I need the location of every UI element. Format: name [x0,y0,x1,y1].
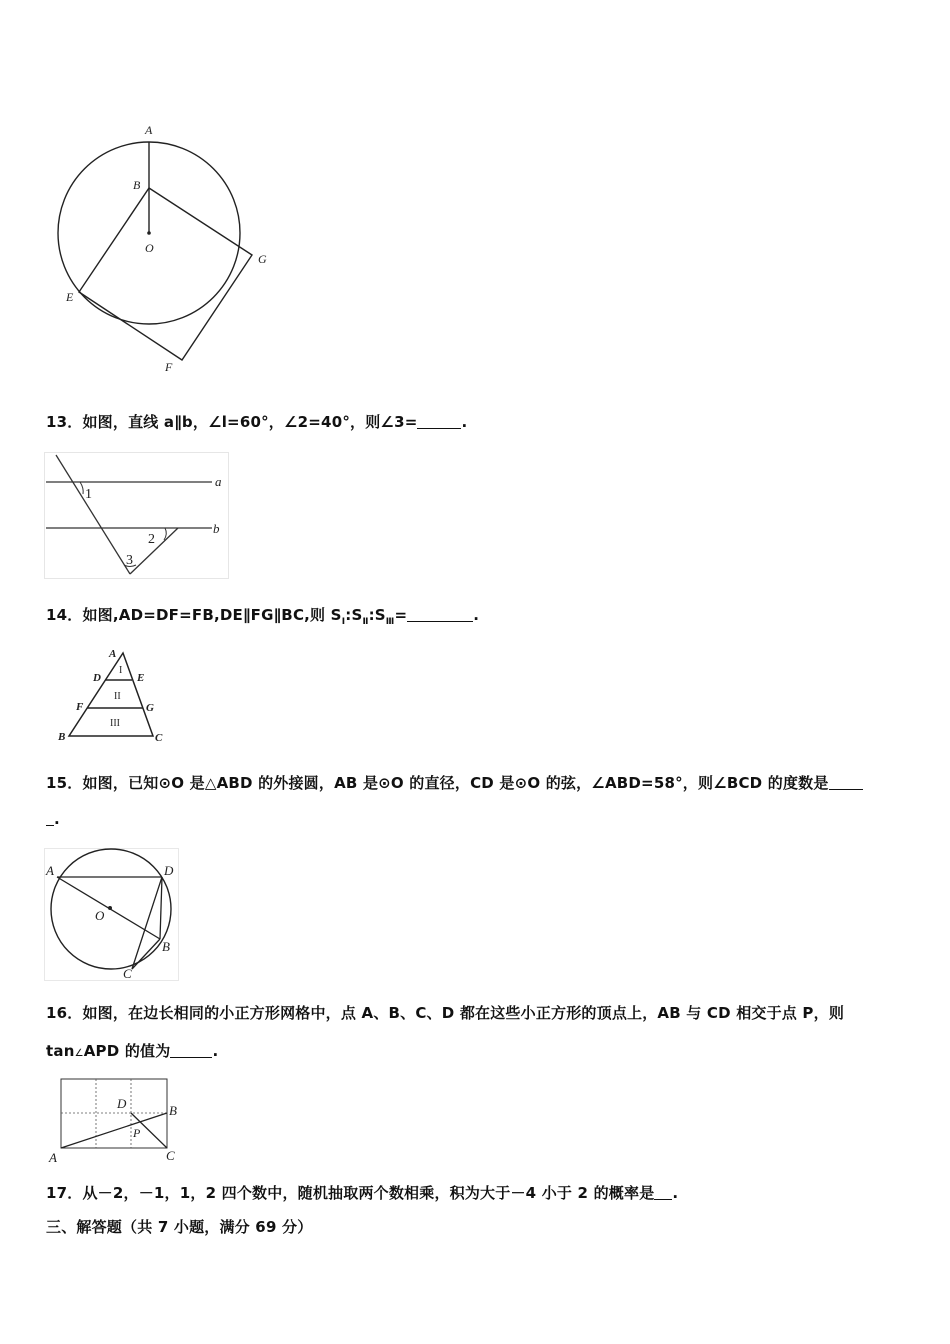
label-c: C [166,1148,175,1163]
q14-answer-blank [407,607,473,622]
center-point [108,906,112,910]
q17-number: 17． [46,1184,83,1202]
label-g: G [258,252,267,266]
q14-eq: = [394,606,408,624]
segment-db [160,877,162,939]
label-b: B [133,178,141,192]
transversal-1 [56,455,130,574]
label-f: F [165,360,173,374]
label-a: A [46,863,54,878]
q16-line2: APD 的值为 [83,1042,171,1060]
region-ii: II [114,691,121,702]
q14-sub-2: Ⅱ [362,617,369,627]
label-angle-2: 2 [148,532,155,547]
question-17 [46,1182,678,1203]
label-a: A [109,648,117,660]
label-line-a: a [215,474,222,489]
q13-text: 如图，直线 a∥b，∠l=60°，∠2=40°，则∠3= [82,413,418,431]
label-b: B [162,939,170,954]
q15-answer-blank [829,775,863,790]
q14-sub-3: Ⅲ [385,617,395,627]
q16-end: . [212,1042,219,1060]
q17-answer-blank [654,1185,672,1200]
center-point [147,231,151,235]
region-i: I [119,665,123,676]
q16-tan: tan [46,1042,75,1060]
q14-end: . [473,606,480,624]
question-15 [46,772,863,793]
label-c: C [155,732,163,744]
label-f: F [76,701,84,713]
q15-end: . [54,810,60,828]
q13-answer-blank [417,414,461,429]
label-p: P [133,1126,141,1140]
label-d: D [117,1096,127,1111]
segment-dc [132,877,162,969]
q17-end: . [672,1184,679,1202]
label-angle-3: 3 [126,553,133,568]
q14-colon-2: :S [368,606,386,624]
label-b: B [58,731,66,743]
square-bgfe [79,188,252,360]
segment-ab [61,1113,167,1148]
q16-line1: 如图，在边长相同的小正方形网格中，点 A、B、C、D 都在这些小正方形的顶点上，AB 与 CD 相交于点 P，则 [82,1004,845,1022]
question-15-line2 [46,810,60,828]
q15-answer-blank-cont [46,811,54,826]
angle-mark-2 [164,528,166,540]
label-angle-1: 1 [85,487,92,502]
label-line-b: b [213,521,220,536]
figure-grid [46,1074,186,1166]
q13-number: 13． [46,413,83,431]
label-g: G [146,702,154,714]
label-c: C [123,966,132,981]
q16-angle: ∠ [74,1048,84,1059]
section-3-title: 三、解答题（共 7 小题，满分 69 分） [46,1218,313,1236]
q15-text: 如图，已知⊙O 是△ABD 的外接圆，AB 是⊙O 的直径，CD 是⊙O 的弦，∠ABD=58°，则∠BCD 的度数是 [82,774,829,792]
segment-cb [132,939,160,969]
label-e: E [137,672,145,684]
question-16 [46,1002,844,1023]
figure-circle-square [50,118,290,380]
q14-colon-1: :S [345,606,363,624]
question-13 [46,411,467,432]
label-o: O [145,241,154,255]
figure-parallel-lines [44,452,230,580]
grid-border [61,1079,167,1148]
q15-number: 15． [46,774,83,792]
angle-mark-1 [80,482,83,494]
label-e: E [66,290,74,304]
label-d: D [164,863,174,878]
label-d: D [93,672,101,684]
q13-end: . [461,413,468,431]
q14-number: 14． [46,606,83,624]
label-o: O [95,908,105,923]
label-a: A [145,123,153,137]
question-16-line2 [46,1040,218,1061]
question-14 [46,604,479,627]
q16-number: 16． [46,1004,83,1022]
region-iii: III [110,718,120,729]
label-b: B [169,1103,177,1118]
q17-text: 从－2，－1，1，2 四个数中，随机抽取两个数相乘，积为大于－4 小于 2 的概率是 [82,1184,655,1202]
figure-circumcircle [44,848,180,982]
figure-triangle-strips [54,644,170,744]
q14-sub-1: Ⅰ [341,617,346,627]
q14-text: 如图,AD=DF=FB,DE∥FG∥BC,则 S [82,606,342,624]
label-a: A [49,1150,57,1165]
q16-answer-blank [170,1043,212,1058]
